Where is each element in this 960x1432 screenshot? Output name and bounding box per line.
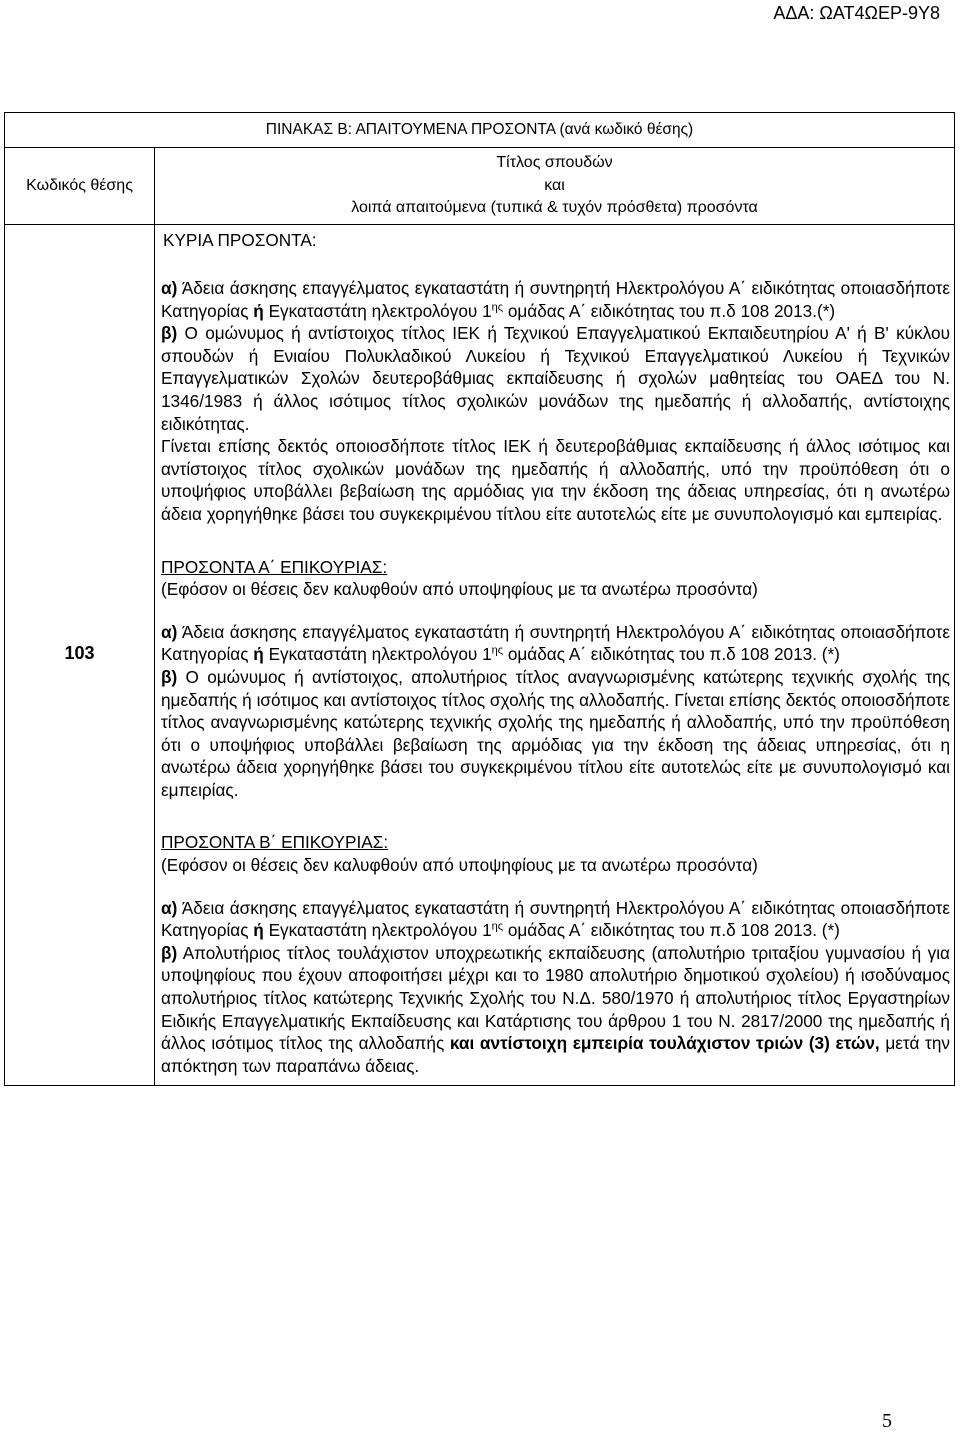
aux-b-item-b-tail: μετά την απόκτηση των παραπάνω άδειας. [161, 1033, 950, 1076]
requirements-table [4, 112, 955, 1086]
aux-b-item-a-text-3: ομάδας Α΄ ειδικότητας του π.δ 108 2013. (*) [503, 920, 840, 941]
main-item-a-text-2: Εγκαταστάτη ηλεκτρολόγου 1 [263, 300, 492, 321]
main-item-a-text-3: ομάδας Α΄ ειδικότητας του π.δ 108 2013.(*) [503, 300, 836, 321]
aux-b-item-a-label: α) [161, 897, 178, 918]
aux-b-title: ΠΡΟΣΟΝΤΑ Β΄ ΕΠΙΚΟΥΡΙΑΣ: [161, 832, 389, 853]
main-item-a-label: α) [161, 278, 178, 298]
aux-b-item-b-label: β) [161, 942, 178, 963]
aux-a-item-b-text: Ο ομώνυμος ή αντίστοιχος, απολυτήριος τίτλος αναγνωρισμένης κατώτερης τεχνικής σχολής της ημεδαπής ή ισότιμος και αντίστοιχος τίτλος σχολής της αλλοδαπής. Γίνεται επίσης δεκτός οποιοσδήποτε τίτλος αναγνωρισμένης κατώτερης τεχνικής σχολής της ημεδαπής ή αλλοδαπής, υπό την προϋπόθεση ότι ο υποψήφιος υποβάλλει βεβαίωση της αρμόδιας για την έκδοση της άδειας υπηρεσίας, ότι η ανωτέρω άδεια χορηγήθηκε βάσει του συγκεκριμένου τίτλου είτε αυτοτελώς είτε με συνυπολογισμό και εμπειρίας. [161, 666, 950, 800]
aux-b-item-b [161, 942, 950, 1078]
aux-a-item-a-text-3: ομάδας Α΄ ειδικότητας του π.δ 108 2013. (*) [503, 644, 840, 665]
aux-b-item-a [161, 897, 950, 942]
aux-a-item-a-text: Άδεια άσκησης επαγγέλματος εγκαταστάτη ή συντηρητή Ηλεκτρολόγου Α΄ ειδικότητας οποιασδήποτε Κατηγορίας [161, 621, 950, 665]
main-item-a-or: ή [253, 300, 264, 321]
main-item-a-text: Άδεια άσκησης επαγγέλματος εγκαταστάτη ή συντηρητή Ηλεκτρολόγου Α΄ ειδικότητας οποιασδήποτε Κατηγορίας [161, 278, 950, 321]
aux-b-item-b-bold: και αντίστοιχη εμπειρία τουλάχιστον τριών (3) ετών, [449, 1033, 880, 1054]
aux-a-item-a-label: α) [161, 621, 178, 642]
aux-a-item-b-label: β) [161, 666, 178, 687]
title-header-line-1: Τίτλος σπουδών [496, 154, 613, 172]
table-title: ΠΙΝΑΚΑΣ Β: ΑΠΑΙΤΟΥΜΕΝΑ ΠΡΟΣΟΝΤΑ (ανά κωδικό θέσης) [5, 113, 955, 148]
aux-b-item-b-text: Απολυτήριος τίτλος τουλάχιστον υποχρεωτικής εκπαίδευσης (απολυτήριο τριταξίου γυμνασίου ή για υποψηφίους που έχουν αποφοιτήσει μέχρι και το 1980 απολυτήριο δημοτικού σχολείου) ή ισοδύναμος απολυτήριος τίτλος κατώτερης Τεχνικής Σχολής του Ν.Δ. 580/1970 ή απολυτήριος τίτλος Εργαστηρίων Ειδικής Επαγγελματικής Εκπαίδευσης και Κατάρτισης του άρθρου 1 του Ν. 2817/2000 της ημεδαπής ή άλλος ισότιμος τίτλος της αλλοδαπής [161, 942, 950, 1054]
aux-a-title: ΠΡΟΣΟΝΤΑ Α΄ ΕΠΙΚΟΥΡΙΑΣ: [161, 556, 388, 577]
aux-b-item-a-text-2: Εγκαταστάτη ηλεκτρολόγου 1 [263, 920, 492, 941]
page-number: 5 [882, 1410, 892, 1432]
main-item-b [161, 322, 950, 435]
main-qualifications-label: ΚΥΡΙΑ ΠΡΟΣΟΝΤΑ: [163, 230, 317, 250]
main-item-b-label: β) [161, 323, 178, 344]
aux-a-item-a-or: ή [253, 644, 264, 665]
aux-a-subtitle: (Εφόσον οι θέσεις δεν καλυφθούν από υποψηφίους με τα ανωτέρω προσόντα) [161, 579, 758, 600]
aux-b-item-a-or: ή [253, 920, 264, 941]
title-header-line-2: και [544, 176, 565, 194]
main-item-a [161, 277, 950, 322]
title-header-line-3: λοιπά απαιτούμενα (τυπικά & τυχόν πρόσθετα) προσόντα [351, 199, 758, 217]
main-note: Γίνεται επίσης δεκτός οποιοσδήποτε τίτλος ΙΕΚ ή δευτεροβάθμιας εκπαίδευσης ή άλλος ισότιμος και αντίστοιχος τίτλος σχολικών μονάδων της ημεδαπής ή αλλοδαπής, υπό την προϋπόθεση ότι ο υποψήφιος υποβάλλει βεβαίωση της αρμόδιας για την έκδοση της άδειας υπηρεσίας, ότι η ανωτέρω άδεια χορηγήθηκε βάσει του συγκεκριμένου τίτλου είτε αυτοτελώς είτε με συνυπολογισμό και εμπειρίας. [161, 436, 950, 524]
aux-a-item-b [161, 666, 950, 802]
code-column-header: Κωδικός θέσης [5, 148, 155, 225]
main-item-a-sup: ης [491, 300, 504, 313]
aux-a-item-a [161, 621, 950, 666]
aux-b-subtitle: (Εφόσον οι θέσεις δεν καλυφθούν από υποψηφίους με τα ανωτέρω προσόντα) [161, 855, 758, 876]
title-column-header [155, 148, 955, 225]
requirements-content [155, 225, 955, 1086]
aux-a-item-a-sup: ης [491, 644, 504, 657]
aux-b-item-a-text: Άδεια άσκησης επαγγέλματος εγκαταστάτη ή συντηρητή Ηλεκτρολόγου Α΄ ειδικότητας οποιασδήποτε Κατηγορίας [161, 897, 950, 941]
position-code: 103 [5, 225, 155, 1086]
aux-b-item-a-sup: ης [491, 920, 504, 933]
ada-code: ΑΔΑ: ΩΑΤ4ΩΕΡ-9Υ8 [773, 3, 940, 23]
main-item-b-text: Ο ομώνυμος ή αντίστοιχος τίτλος ΙΕΚ ή Τεχνικού Επαγγελματικού Εκπαιδευτηρίου Α' ή Β' κύκλου σπουδών ή Ενιαίου Πολυκλαδικού Λυκείου ή Τεχνικού Επαγγελματικού Λυκείου ή Τεχνικών Επαγγελματικών Σχολών δευτεροβάθμιας εκπαίδευσης ή σχολών μαθητείας του ΟΑΕΔ του Ν. 1346/1983 ή άλλος ισότιμος τίτλος σχολικών μονάδων της ημεδαπής ή αλλοδαπής, αντίστοιχης ειδικότητας. [161, 323, 950, 434]
aux-a-item-a-text-2: Εγκαταστάτη ηλεκτρολόγου 1 [263, 644, 492, 665]
